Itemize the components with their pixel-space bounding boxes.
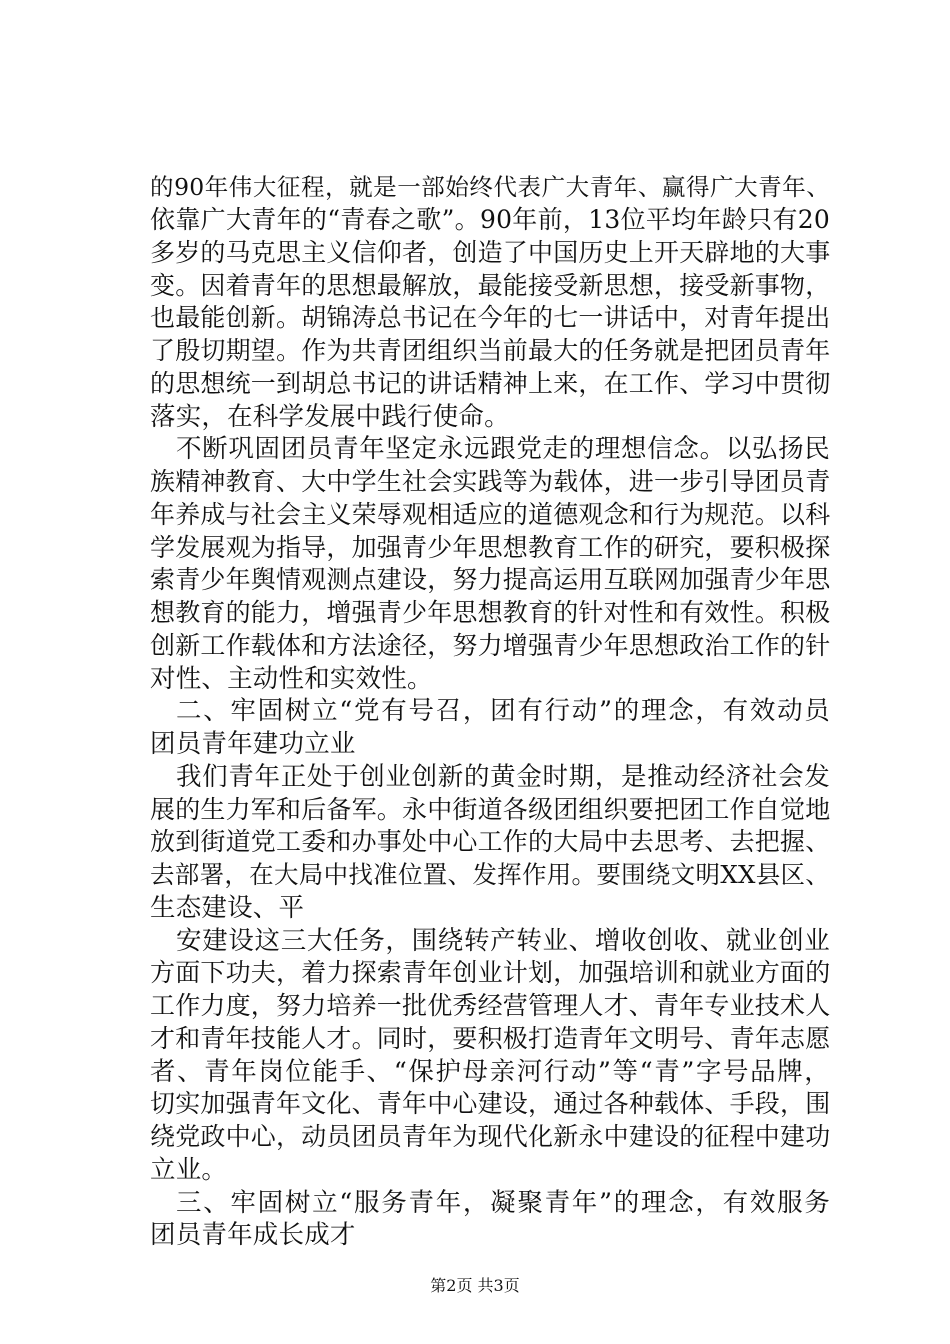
text-line: 的90年伟大征程，就是一部始终代表广大青年、赢得广大青年、 bbox=[150, 173, 830, 201]
text-line: 展的生力军和后备军。永中街道各级团组织要把团工作自觉地 bbox=[150, 795, 831, 824]
text-line: 多岁的马克思主义信仰者，创造了中国历史上开天辟地的大事 bbox=[150, 238, 831, 267]
text-line: 依靠广大青年的“青春之歌”。90年前，13位平均年龄只有20 bbox=[150, 205, 830, 234]
section-heading-cont: 团员青年建功立业 bbox=[150, 729, 356, 759]
page-footer: 第2页 共3页 bbox=[430, 1276, 520, 1295]
section-heading-cont: 团员青年成长成才 bbox=[150, 1220, 356, 1250]
section-heading: 三、牢固树立“服务青年，凝聚青年”的理念，有效服务 bbox=[176, 1188, 830, 1218]
text-line: 对性、主动性和实效性。 bbox=[150, 664, 433, 694]
text-line: 放到街道党工委和办事处中心工作的大局中去思考、去把握、 bbox=[150, 827, 831, 856]
text-line: 才和青年技能人才。同时，要积极打造青年文明号、青年志愿 bbox=[150, 1024, 831, 1053]
text-line: 想教育的能力，增强青少年思想教育的针对性和有效性。积极 bbox=[150, 598, 831, 627]
section-heading: 二、牢固树立“党有号召，团有行动”的理念，有效动员 bbox=[176, 696, 830, 726]
paragraph-first-line: 不断巩固团员青年坚定永远跟党走的理想信念。以弘扬民 bbox=[176, 434, 830, 464]
text-line: 学发展观为指导，加强青少年思想教育工作的研究，要积极探 bbox=[150, 533, 831, 562]
text-line: 者、青年岗位能手、“保护母亲河行动”等“青”字号品牌， bbox=[150, 1057, 830, 1087]
text-line: 切实加强青年文化、青年中心建设，通过各种载体、手段，围 bbox=[150, 1089, 831, 1118]
text-line: 工作力度，努力培养一批优秀经营管理人才、青年专业技术人 bbox=[150, 991, 831, 1020]
paragraph-first-line: 我们青年正处于创业创新的黄金时期，是推动经济社会发 bbox=[176, 762, 830, 792]
text-line: 生态建设、平 bbox=[150, 893, 305, 923]
text-line: 变。因着青年的思想最解放，最能接受新思想，接受新事物， bbox=[150, 271, 831, 300]
text-line: 方面下功夫，着力探索青年创业计划，加强培训和就业方面的 bbox=[150, 958, 831, 987]
text-line: 创新工作载体和方法途径，努力增强青少年思想政治工作的针 bbox=[150, 631, 831, 660]
paragraph-first-line: 安建设这三大任务，围绕转产转业、增收创收、就业创业 bbox=[176, 926, 830, 956]
text-line: 索青少年舆情观测点建设，努力提高运用互联网加强青少年思 bbox=[150, 565, 831, 594]
text-line: 也最能创新。胡锦涛总书记在今年的七一讲话中，对青年提出 bbox=[150, 303, 831, 332]
text-line: 年养成与社会主义荣辱观相适应的道德观念和行为规范。以科 bbox=[150, 500, 831, 529]
text-line: 立业。 bbox=[150, 1155, 228, 1185]
text-line: 了殷切期望。作为共青团组织当前最大的任务就是把团员青年 bbox=[150, 336, 831, 365]
text-line: 落实，在科学发展中践行使命。 bbox=[150, 402, 510, 432]
text-line: 去部署，在大局中找准位置、发挥作用。要围绕文明XX县区、 bbox=[150, 860, 830, 889]
text-line: 绕党政中心，动员团员青年为现代化新永中建设的征程中建功 bbox=[150, 1122, 831, 1151]
text-line: 族精神教育、大中学生社会实践等为载体，进一步引导团员青 bbox=[150, 467, 831, 496]
text-line: 的思想统一到胡总书记的讲话精神上来，在工作、学习中贯彻 bbox=[150, 369, 831, 398]
